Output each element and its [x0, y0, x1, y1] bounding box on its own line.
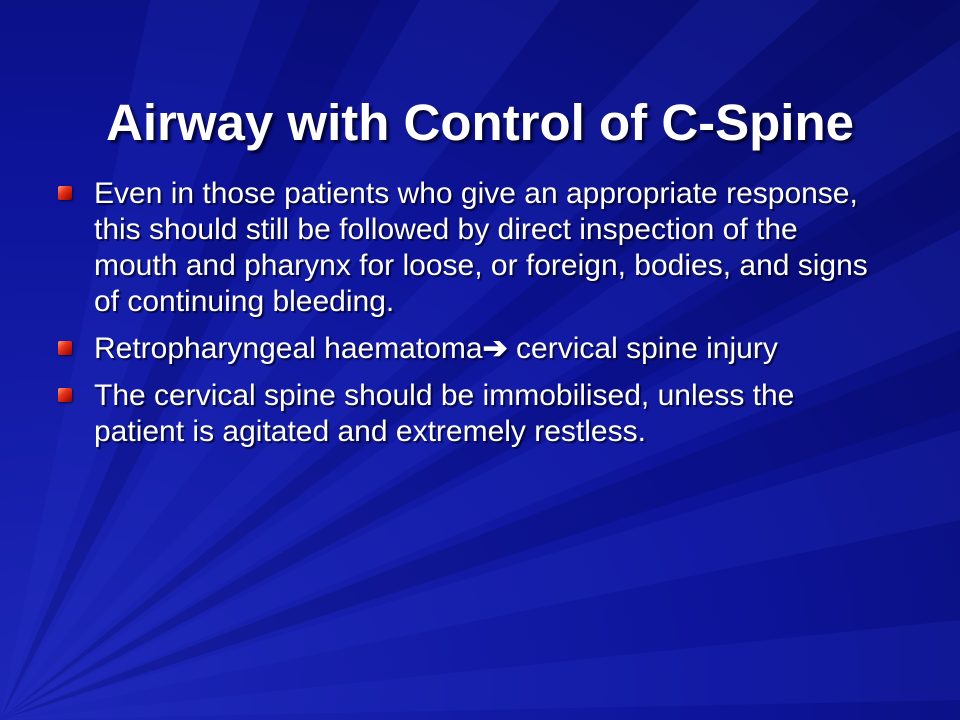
bullet-text-2-after: cervical spine injury — [507, 332, 778, 365]
red-square-bullet-icon — [58, 341, 72, 355]
bullet-item-3 — [58, 378, 888, 450]
bullet-text-1: Even in those patients who give an appropriate response, this should still be followed by direct inspection of the mouth and pharynx for loose, or foreign, bodies, and signs of continuing bleeding. — [94, 177, 868, 318]
bullet-text-2-before: Retropharyngeal haematoma — [94, 332, 483, 365]
bullet-list — [58, 176, 888, 461]
right-arrow-icon: ➔ — [482, 332, 508, 365]
red-square-bullet-icon — [58, 186, 72, 200]
bullet-item-2 — [58, 331, 888, 367]
bullet-text-3: The cervical spine should be immobilised, unless the patient is agitated and extremely restless. — [94, 379, 795, 448]
slide-title: Airway with Control of C-Spine — [106, 94, 854, 152]
red-square-bullet-icon — [58, 388, 72, 402]
bullet-item-1 — [58, 176, 888, 320]
